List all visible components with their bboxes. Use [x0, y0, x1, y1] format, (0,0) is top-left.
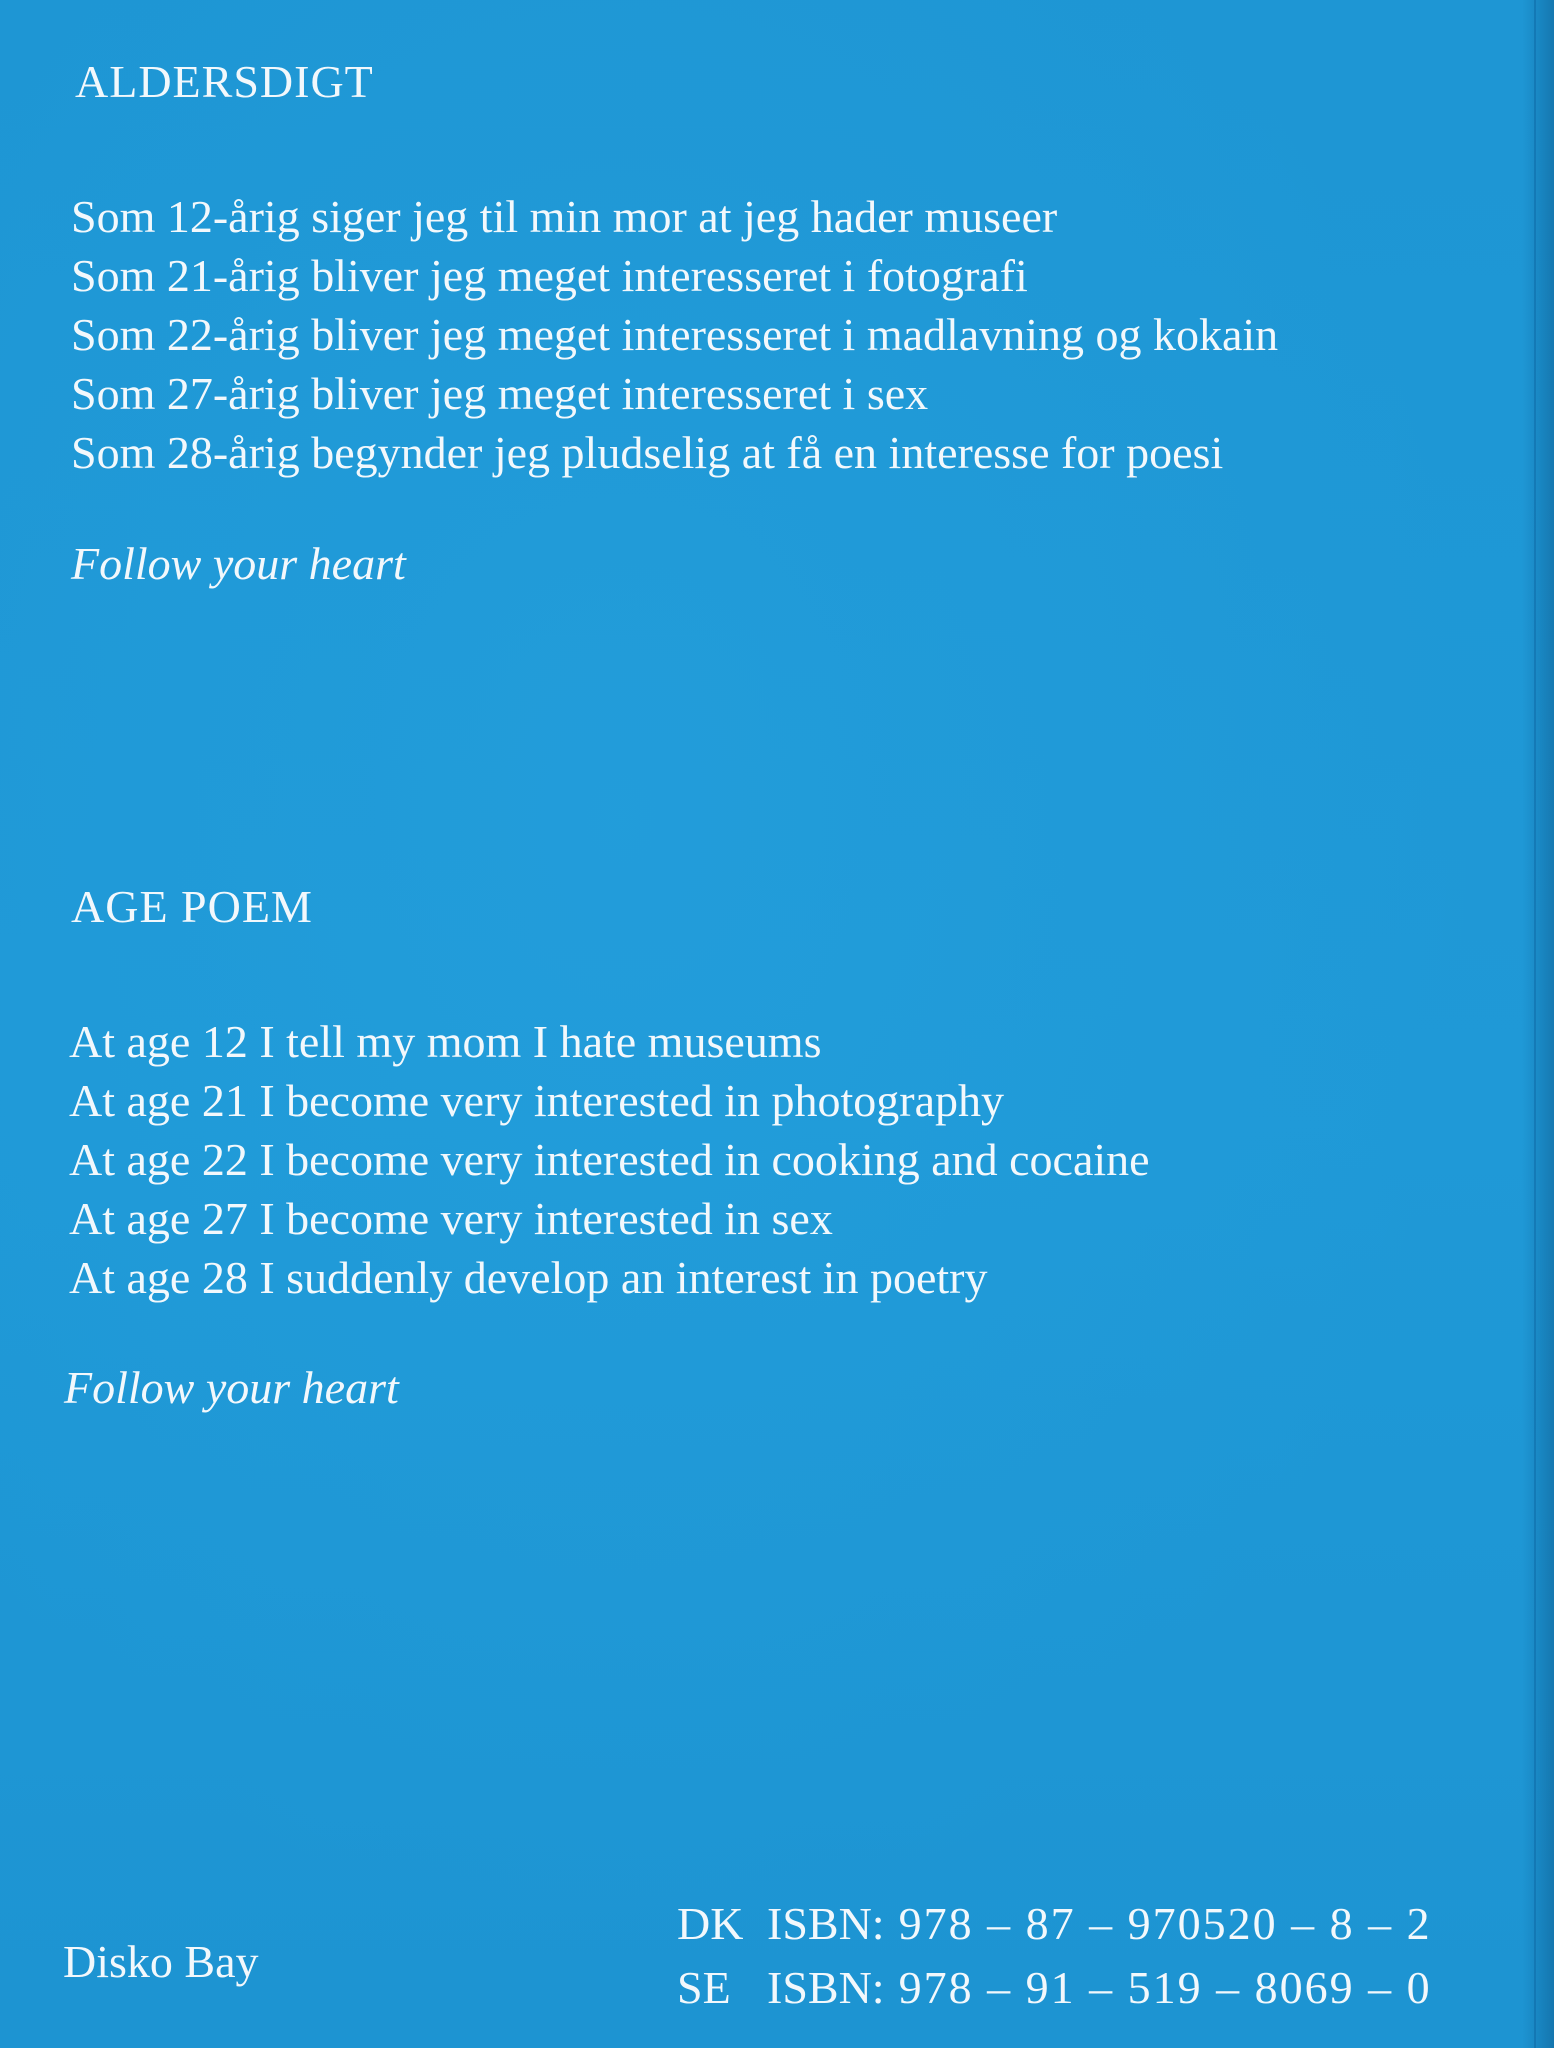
english-poem-lines — [69, 1012, 1150, 1307]
publisher-name: Disko Bay — [63, 1936, 259, 1987]
isbn-row-dk — [677, 1892, 1432, 1956]
danish-poem-closing: Follow your heart — [71, 538, 406, 589]
isbn-number: 978 – 91 – 519 – 8069 – 0 — [898, 1962, 1432, 2013]
poem-line: Som 27-årig bliver jeg meget interesseret i sex — [71, 368, 929, 419]
poem-line: At age 12 I tell my mom I hate museums — [69, 1016, 822, 1067]
danish-poem-lines — [71, 187, 1278, 482]
isbn-number: 978 – 87 – 970520 – 8 – 2 — [898, 1898, 1432, 1949]
poem-line: At age 28 I suddenly develop an interest in poetry — [69, 1252, 988, 1303]
spine-edge-shadow — [1522, 0, 1554, 2048]
poem-line: Som 22-årig bliver jeg meget interesseret i madlavning og kokain — [71, 309, 1279, 360]
danish-poem-title: ALDERSDIGT — [75, 56, 374, 107]
poem-line: Som 21-årig bliver jeg meget interesseret i fotografi — [71, 250, 1028, 301]
isbn-country: DK — [677, 1898, 744, 1949]
isbn-label: ISBN: — [767, 1962, 885, 2013]
english-poem-title: AGE POEM — [71, 881, 313, 932]
poem-line: Som 12-årig siger jeg til min mor at jeg hader museer — [71, 191, 1058, 242]
spine-edge-line — [1534, 0, 1536, 2048]
poem-line: At age 27 I become very interested in sex — [69, 1193, 833, 1244]
poem-line: At age 22 I become very interested in cooking and cocaine — [69, 1134, 1150, 1185]
poem-line: Som 28-årig begynder jeg pludselig at få en interesse for poesi — [71, 427, 1224, 478]
isbn-block — [677, 1892, 1432, 2020]
isbn-label: ISBN: — [767, 1898, 885, 1949]
english-poem-closing: Follow your heart — [64, 1362, 399, 1413]
isbn-country: SE — [677, 1962, 731, 2013]
poem-line: At age 21 I become very interested in photography — [69, 1075, 1005, 1126]
isbn-row-se — [677, 1956, 1432, 2020]
